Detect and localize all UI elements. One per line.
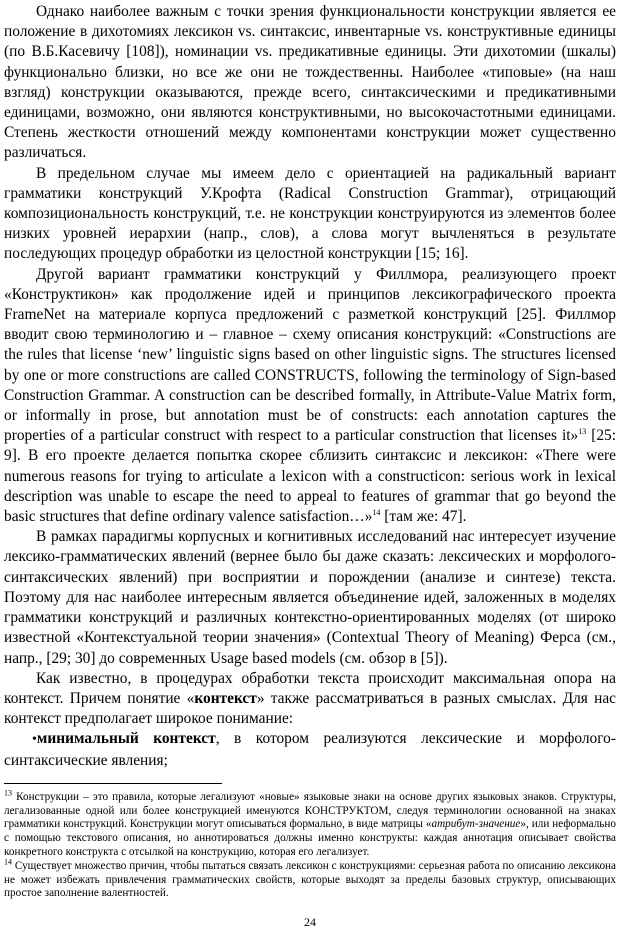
- bullet-icon: •: [32, 732, 37, 748]
- paragraph-3: [4, 265, 616, 528]
- footnote-divider: [4, 783, 222, 784]
- paragraph-2: В предельном случае мы имеем дело с ориентацией на радикальный вариант грамматики конструкций У.Крофта (Radical Construction Grammar), отрицающий композициональность конструкций, т.е. не конструкции конструируются из элементов более низких уровней иерархии (напр., слов), а слова могут вычленяться в результате последующих процедур обработки из целостной конструкции [15; 16].: [4, 164, 616, 263]
- paragraph-5-text-a: Как известно, в процедурах обработки текста происходит максимальная опора на контекст. Причем понятие «: [4, 669, 616, 707]
- paragraph-3-text-b: [25: 9]. В его проекте делается попытка скорее сблизить синтаксис и лексикон: «There were numerous reasons for trying to articulate a lexicon with a constructicon: serious work in lexical description was unable to escape the need to appeal to features of grammar that go beyond the basic structures that define ordinary valence satisfaction…»: [4, 427, 617, 526]
- footnote-number-14: 14: [4, 856, 12, 866]
- footnote-13: [4, 787, 616, 860]
- bullet-item-text: , в котором реализуются лексические и морфолого-синтаксические явления;: [4, 730, 616, 769]
- footnote-13-italic: атрибут-значение: [431, 818, 521, 831]
- footnote-13-text-a: Конструкции – это правила, которые легализуют «новые» языковые знаки на основе других языковых знаков. Структуры, легализованные одной или более конструкцией именуются КОНСТРУКТОМ, следуя терминологии основанной на знаках грамматики конструкций. Конструкции могут описываться формально, в виде матрицы «: [4, 790, 616, 831]
- footnote-ref-13[interactable]: 13: [578, 427, 587, 437]
- paragraph-4: В рамках парадигмы корпусных и когнитивных исследований нас интересует изучение лексико-грамматических явлений (вернее было бы даже сказать: лексических и морфолого-синтаксических явлений) при восприятии и порождении (анализе и синтезе) текста. Поэтому для нас наиболее интересным является объединение идей, заложенных в моделях грамматики конструкций и различных контекстно-ориентированных моделях (от широко известной «Контекстуальной теории значения» (Contextual Theory of Meaning) Ферса (см., напр., [29; 30] до современных Usage based models (см. обзор в [5]).: [4, 528, 616, 667]
- page-body: [4, 2, 616, 901]
- footnote-ref-14[interactable]: 14: [372, 507, 381, 517]
- footnote-14: [4, 856, 616, 901]
- footnote-number-13: 13: [4, 787, 12, 797]
- page-number: 24: [304, 915, 316, 929]
- paragraph-1: Однако наиболее важным с точки зрения функциональности конструкции является ее положение в дихотомиях лексикон vs. синтаксис, инвентарные vs. конструктивные единицы (по В.Б.Касевичу [108]), номинации vs. предикативные единицы. Эти дихотомии (шкалы) функционально близки, но все же они не тождественны. Наиболее «типовые» (на наш взгляд) конструкции оказываются, прежде всего, синтаксическими и предикативными единицами, возможно, они являются конструктивными, но высокочастотными единицами. Степень жесткости отношений между компонентами конструкции может существенно различаться.: [4, 3, 616, 162]
- paragraph-3-text-c: [там же: 47].: [380, 508, 467, 526]
- footnote-13-text-b: », или неформально с помощью текстового описания, но аннотироваться должны именно конструкты: каждая аннотация описывает свойства конкретного конструкта с отсылкой на конструкцию, которая его легализует.: [4, 818, 616, 858]
- term-minimal-context: минимальный контекст: [36, 730, 216, 748]
- bullet-item-minimal-context: [4, 729, 616, 770]
- paragraph-3-text-a: Другой вариант грамматики конструкций у Филлмора, реализующего проект «Конструктикон» как продолжение идей и принципов лексикографического проекта FrameNet на материале корпуса предложений с разметкой конструкций [25]. Филлмор вводит свою терминологию и – главное – схему описания конструкций: «Constructions are the rules that license ‘new’ linguistic signs based on other linguistic signs. The structures licensed by one or more constructions are called CONSTRUCTS, following the terminology of Sign-based Construction Grammar. A construction can be described formally, in Attribute-Value Matrix form, or informally in prose, but annotation must be of constructs: each annotation captures the properties of a particular construct with respect to a particular construction that licenses it»: [4, 265, 616, 445]
- paragraph-5: [4, 669, 616, 730]
- term-context: контекст: [194, 689, 257, 707]
- footnote-14-text: Существует множество причин, чтобы пытаться связать лексикон с конструкциями: серьезная работа по описанию лексикона не может избежать привлечения грамматических свойств, которые выходят за пределы базовых структур, описывающих простое заполнение валентностей.: [4, 859, 616, 900]
- paragraph-5-text-b: » также рассматриваться в разных смыслах. Для нас контекст предполагает широкое понимание:: [4, 689, 616, 728]
